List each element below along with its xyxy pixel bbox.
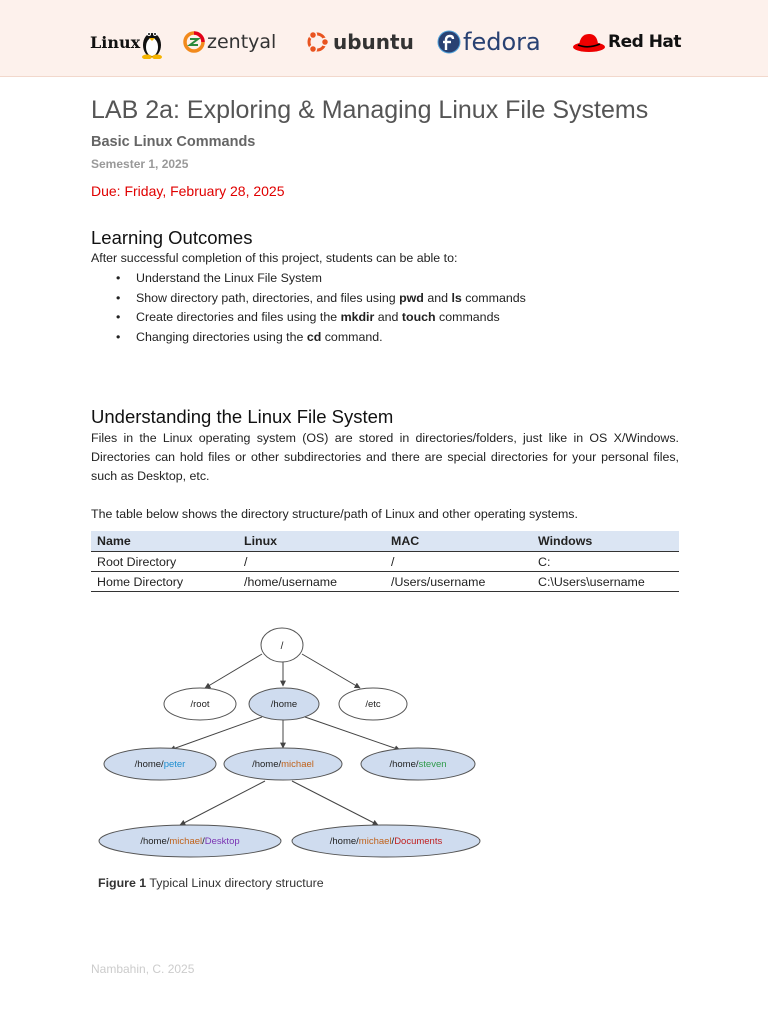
- footer-author: Nambahin, C. 2025: [91, 962, 195, 976]
- list-item: • Understand the Linux File System: [91, 269, 526, 289]
- figure-caption-text: Typical Linux directory structure: [146, 876, 324, 890]
- fedora-logo-text: fedora: [463, 28, 541, 56]
- node-michael-label: /home/michael: [252, 759, 314, 770]
- command-mkdir: mkdir: [340, 310, 375, 324]
- learning-outcomes-heading: Learning Outcomes: [91, 227, 253, 248]
- table-cell: C:\Users\username: [532, 572, 679, 592]
- file-system-paragraph: Files in the Linux operating system (OS) are stored in directories/folders, just like in OS X/Windows. Directories can hold files or other subdirectories and there are special directories for your personal files, such as Desktop, etc.: [91, 431, 679, 483]
- column-header: MAC: [385, 531, 532, 552]
- command-cd: cd: [306, 329, 322, 344]
- table-cell: /home/username: [238, 572, 385, 592]
- due-date: Due: Friday, February 28, 2025: [91, 183, 285, 199]
- table-cell: /: [238, 552, 385, 572]
- edge: [180, 781, 265, 825]
- node-root-label: /: [280, 641, 284, 652]
- page-subtitle: Basic Linux Commands: [91, 134, 256, 150]
- node-root-dir-label: /root: [190, 699, 210, 710]
- page-title: LAB 2a: Exploring & Managing Linux File Systems: [91, 96, 649, 124]
- table-cell: /Users/username: [385, 572, 532, 592]
- list-item: • Changing directories using the cd command.: [91, 328, 526, 348]
- table-cell: Root Directory: [91, 552, 238, 572]
- node-steven-label: /home/steven: [389, 759, 447, 770]
- zentyal-logo-text: zentyal: [207, 31, 277, 53]
- figure-caption: [98, 876, 324, 890]
- list-item: • Show directory path, directories, and files using pwd and ls commands: [91, 289, 526, 309]
- redhat-logo-text: Red Hat: [608, 32, 682, 52]
- node-home-label: /home: [270, 699, 298, 710]
- column-header: Linux: [238, 531, 385, 552]
- edge: [305, 717, 400, 750]
- semester-label: Semester 1, 2025: [91, 157, 189, 171]
- linux-logo-text: Linux: [90, 32, 141, 52]
- node-etc-label: /etc: [365, 699, 381, 710]
- edge: [292, 781, 378, 825]
- edge: [205, 654, 262, 688]
- file-system-heading: Understanding the Linux File System: [91, 406, 394, 427]
- tree-edges: [170, 654, 400, 825]
- node-desktop-label: /home/michael/Desktop: [140, 836, 240, 847]
- figure-caption-label: Figure 1: [98, 876, 147, 890]
- table-cell: C:: [532, 552, 679, 572]
- column-header: Name: [91, 531, 238, 552]
- column-header: Windows: [532, 531, 679, 552]
- learning-outcomes-intro: After successful completion of this project, students can be able to:: [91, 251, 458, 265]
- table-intro: The table below shows the directory structure/path of Linux and other operating systems.: [91, 507, 578, 521]
- node-peter-label: /home/peter: [134, 759, 186, 770]
- table-cell: /: [385, 552, 532, 572]
- command-touch: touch: [401, 310, 436, 324]
- table-cell: Home Directory: [91, 572, 238, 592]
- edge: [170, 717, 262, 750]
- ubuntu-logo-text: ubuntu: [333, 30, 414, 54]
- command-ls: ls: [451, 290, 462, 305]
- command-pwd: pwd: [399, 290, 424, 305]
- node-documents-label: /home/michael/Documents: [329, 836, 443, 847]
- list-item: • Create directories and files using the mkdir and touch commands: [91, 308, 526, 328]
- edge: [302, 654, 360, 688]
